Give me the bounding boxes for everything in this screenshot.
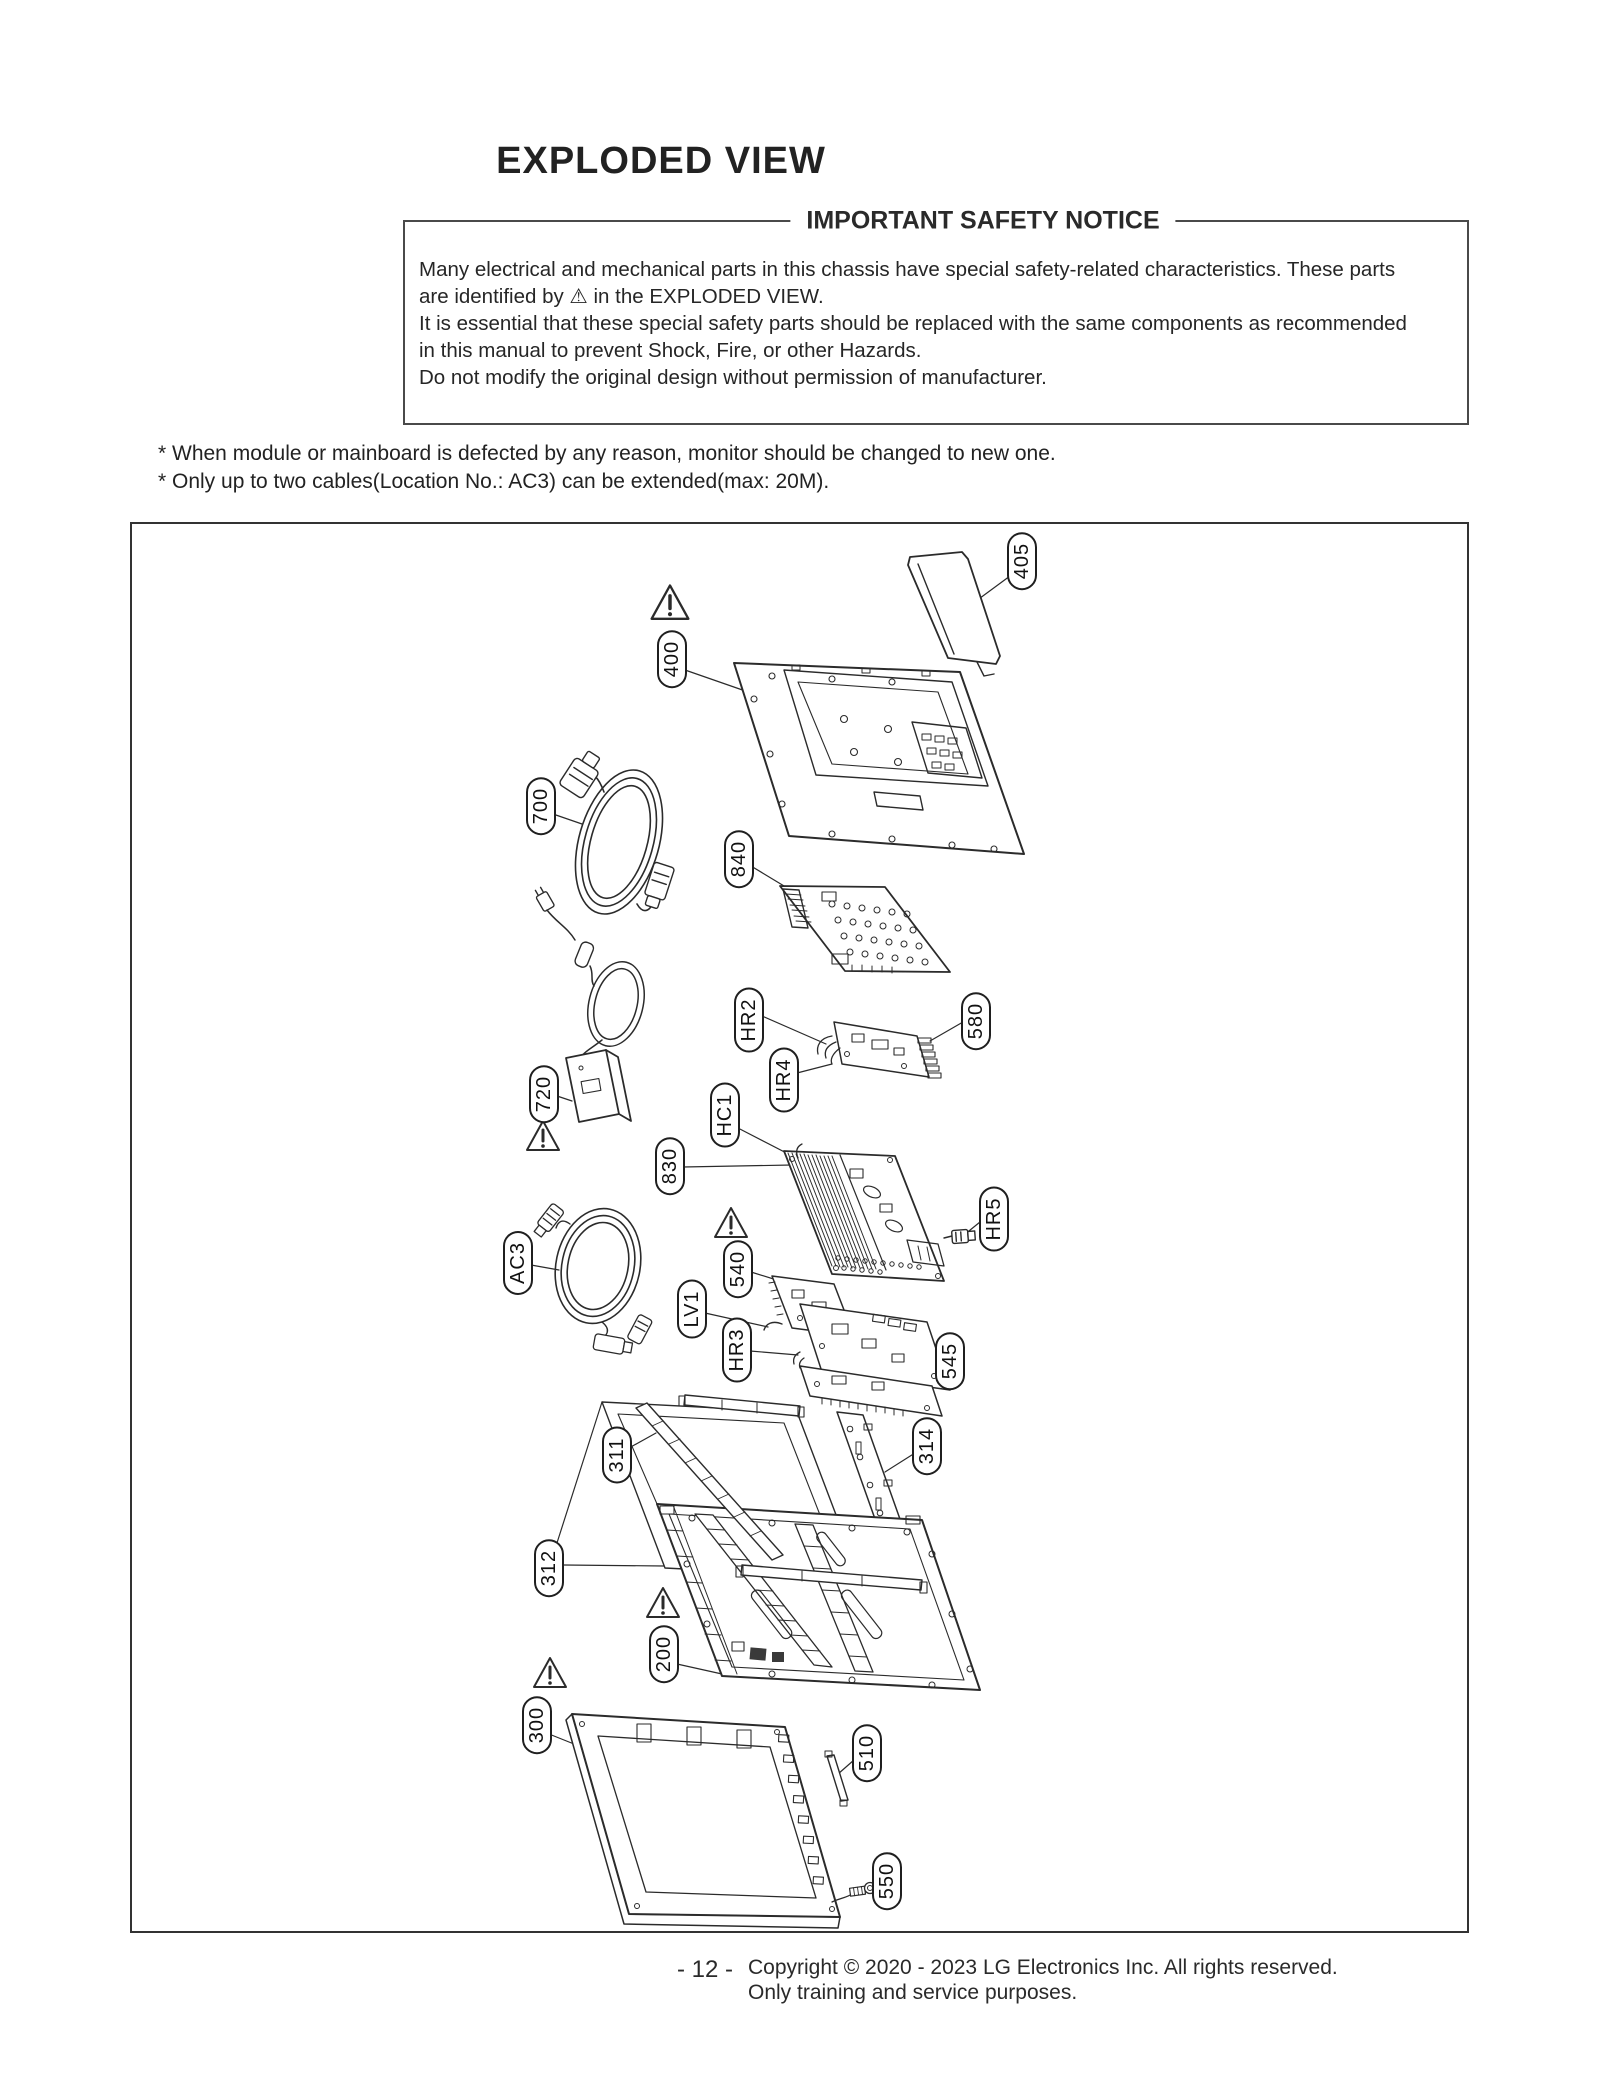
part-580-board — [818, 1022, 941, 1078]
warning-icon — [652, 585, 689, 618]
note-line: * Only up to two cables(Location No.: AC3) can be extended(max: 20M). — [158, 470, 830, 493]
part-ac3-cable — [532, 1201, 653, 1356]
warning-icon — [647, 1588, 679, 1617]
notice-line: It is essential that these special safety parts should be replaced with the same components as recommended — [419, 312, 1407, 335]
notice-line: Do not modify the original design without permission of manufacturer. — [419, 366, 1047, 389]
part-400-rear-cabinet — [734, 663, 1024, 854]
callout-840: 840 — [724, 830, 754, 888]
callout-HR5: HR5 — [979, 1186, 1009, 1251]
part-300-front-module — [566, 1714, 840, 1928]
callout-510: 510 — [852, 1724, 882, 1782]
copyright-block — [748, 1955, 1338, 2005]
hr2-hr4-wires — [818, 1036, 840, 1064]
callout-LV1: LV1 — [677, 1279, 707, 1338]
callout-311: 311 — [602, 1427, 632, 1484]
exploded-view-diagram — [130, 522, 1469, 1933]
callout-830: 830 — [655, 1137, 685, 1195]
part-200-middle-frame — [657, 1504, 980, 1690]
callout-550: 550 — [872, 1852, 902, 1910]
page-title: EXPLODED VIEW — [496, 140, 826, 182]
lv1-cable — [764, 1322, 782, 1330]
part-311-top-bar — [679, 1395, 804, 1417]
part-830-main-board-assembly — [784, 1144, 944, 1281]
callout-700: 700 — [526, 777, 556, 835]
notice-line: in this manual to prevent Shock, Fire, or other Hazards. — [419, 339, 922, 362]
part-510-strip — [825, 1751, 848, 1806]
callout-HC1: HC1 — [710, 1082, 740, 1147]
note-line: * When module or mainboard is defected by any reason, monitor should be changed to new one. — [158, 442, 1056, 465]
part-700-signal-cable — [559, 747, 678, 924]
part-hr5-cable — [944, 1229, 975, 1244]
callout-720: 720 — [529, 1065, 559, 1123]
callout-200: 200 — [649, 1625, 679, 1683]
safety-notice-body — [419, 256, 1407, 391]
callout-HR3: HR3 — [722, 1317, 752, 1382]
notice-line: are identified by ⚠ in the EXPLODED VIEW. — [419, 285, 824, 308]
callout-HR2: HR2 — [734, 987, 764, 1052]
purpose-line: Only training and service purposes. — [748, 1981, 1078, 2004]
callout-405: 405 — [1007, 532, 1037, 590]
safety-notice-box — [403, 206, 1469, 425]
callout-400: 400 — [657, 630, 687, 688]
callout-580: 580 — [961, 992, 991, 1050]
callout-314: 314 — [912, 1417, 942, 1475]
exploded-view-art — [132, 524, 1467, 1931]
callout-HR4: HR4 — [769, 1047, 799, 1112]
part-840-board — [780, 886, 950, 973]
notice-line: Many electrical and mechanical parts in this chassis have special safety-related characteristics. These parts — [419, 258, 1396, 281]
part-550-screw — [832, 1883, 876, 1903]
hr3-flex — [794, 1352, 800, 1364]
warning-icon — [715, 1208, 747, 1237]
warning-icon — [527, 1121, 559, 1150]
safety-notice-heading: IMPORTANT SAFETY NOTICE — [790, 207, 1175, 236]
callout-545: 545 — [935, 1332, 965, 1390]
callout-300: 300 — [522, 1696, 552, 1754]
callout-312: 312 — [534, 1539, 564, 1597]
callout-AC3: AC3 — [503, 1231, 533, 1295]
callout-540: 540 — [723, 1240, 753, 1298]
page-number: - 12 - — [676, 1956, 734, 1983]
warning-icon — [534, 1658, 566, 1687]
part-405-rear-cover — [908, 552, 1000, 676]
page-notes — [158, 440, 1056, 496]
copyright-line: Copyright © 2020 - 2023 LG Electronics Inc. All rights reserved. — [748, 1956, 1338, 1979]
